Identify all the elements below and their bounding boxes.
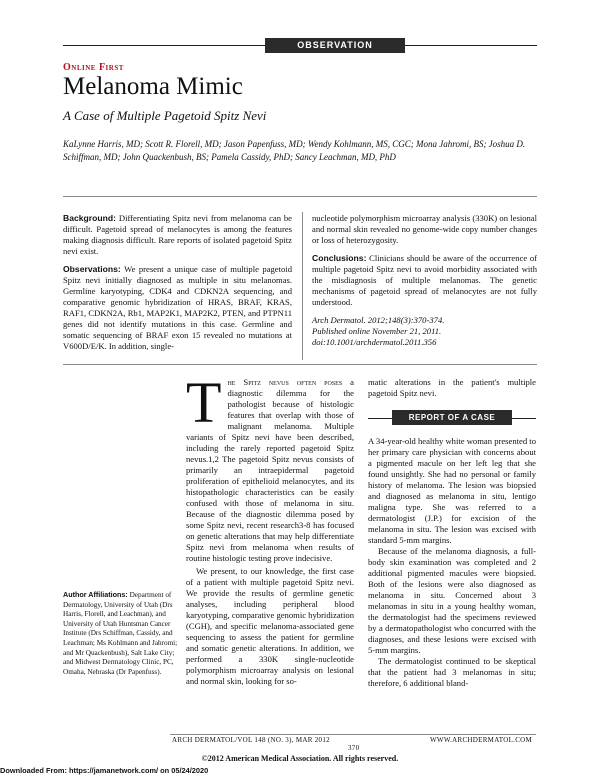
report-paragraph-1: A 34-year-old healthy white woman presented to her primary care physician with concerns about a pigmented macule on her left leg that she found unsightly. She had no personal or family history of melanoma. The lesion was biopsied and diagnosed as melanoma in situ, lentigo maligna type. She was referred to a dermatologist (J.P.) for excision of the melanoma in situ. The lesion was excised with standard 5-mm margins. bbox=[368, 436, 536, 545]
abstract-left-column bbox=[63, 213, 292, 359]
abstract-bottom-rule bbox=[63, 364, 537, 365]
citation-block bbox=[312, 315, 537, 348]
author-list: KaLynne Harris, MD; Scott R. Florell, MD; Jason Papenfuss, MD; Wendy Kohlmann, MS, CGC; Mona Jahromi, BS; Joshua D. Schiffman, MD; John Quackenbush, BS; Pamela Cassidy, PhD; Sancy Leachman, MD, PhD bbox=[63, 139, 526, 162]
author-affiliations: Author Affiliations: Department of Dermatology, University of Utah (Drs Harris, Florell, and Leachman), and University of Utah Huntsman Cancer Institute (Drs Schiffman, Cassidy, and Leachman; Ms Kohlmann and Jahromi; and Mr Quackenbush), Salt Lake City; and Midwest Dermatology Clinic, PC, Omaha, Nebraska (Dr Papenfuss). bbox=[63, 590, 178, 676]
published-date: Published online November 21, 2011. bbox=[312, 326, 442, 336]
drop-cap: T bbox=[186, 370, 222, 435]
report-heading: REPORT OF A CASE bbox=[392, 410, 512, 425]
column-divider bbox=[302, 212, 303, 360]
abstract-right-column bbox=[312, 213, 537, 348]
footer-journal: ARCH DERMATOL/VOL 148 (NO. 3), MAR 2012 bbox=[172, 736, 330, 744]
body-right-column-top bbox=[368, 377, 536, 399]
intro-continued: matic alterations in the patient's multiple pagetoid Spitz nevi. bbox=[368, 377, 536, 398]
page-number: 370 bbox=[348, 744, 360, 752]
download-notice: Downloaded From: https://jamanetwork.com/ on 05/24/2020 bbox=[0, 766, 209, 775]
body-middle-column bbox=[186, 370, 355, 687]
footer-url: WWW.ARCHDERMATOL.COM bbox=[430, 736, 533, 744]
copyright: ©2012 American Medical Association. All rights reserved. bbox=[201, 754, 399, 763]
body-right-column bbox=[368, 436, 536, 689]
abstract-conclusions: Conclusions: Clinicians should be aware of the occurrence of multiple pagetoid Spitz nevi to avoid morbidity associated with the misdiagnosis of multiple melanomas. The genetic mechanisms of pagetoid spread of melanocytes are not fully understood. bbox=[312, 253, 537, 307]
report-paragraph-2: Because of the melanoma diagnosis, a full-body skin examination was completed and 2 additional pigmented macules were biopsied. Both of the lesions were also diagnosed as melanoma in situ. Concerned about 3 melanomas in situ in a young healthy woman, the dermatologist had the specimens reviewed by a dermatopathologist who concurred with the diagnoses, and these lesions were excised with 5-mm margins. bbox=[368, 546, 536, 655]
footer-rule bbox=[170, 734, 536, 735]
report-paragraph-3: The dermatologist continued to be skeptical that the patient had 3 melanomas in situ; therefore, 6 additional bland- bbox=[368, 656, 536, 688]
citation: Arch Dermatol. 2012;148(3):370-374. bbox=[312, 315, 445, 325]
abstract-top-rule bbox=[63, 196, 537, 197]
abstract-background: Background: Differentiating Spitz nevi from melanoma can be difficult. Pagetoid spread of melanocytes is among the features making diagnosis difficult. Rare reports of isolated pagetoid Spitz nevi exist. bbox=[63, 213, 292, 256]
doi: doi:10.1001/archdermatol.2011.356 bbox=[312, 337, 437, 347]
intro-paragraph-2: We present, to our knowledge, the first case of a patient with multiple pagetoid Spitz nevi. We provide the results of germline genetic analyses, including peripheral blood karyotyping, comparative genomic hybridization (CGH), and specific melanoma-associated gene sequencing to assess the patient for germline and somatic genetic alterations. In addition, we performed a 330K single-nucleotide polymorphism microarray analysis on lesional and normal skin, looking for so- bbox=[186, 566, 355, 686]
abstract-continued: nucleotide polymorphism microarray analysis (330K) on lesional and normal skin revealed no genome-wide copy number changes or loss of heterozygosity. bbox=[312, 213, 537, 245]
online-first-label: Online First bbox=[63, 62, 124, 73]
abstract-observations: Observations: We present a unique case of multiple pagetoid Spitz nevi initially diagnosed as multiple in situ melanomas. Germline karyotyping, CDK4 and CDKN2A sequencing, and comparative genomic hybridization of HRAS, BRAF, KRAS, RAF1, CDKN2A, Rb1, MAP2K1, MAP2K2, PTEN, and PTPN11 genes did not identify mutations in this case. Germline and somatic sequencing of BRAF exon 15 revealed no mutations at V600D/E/K. In addition, single- bbox=[63, 264, 292, 351]
article-subtitle: A Case of Multiple Pagetoid Spitz Nevi bbox=[63, 108, 267, 123]
article-title: Melanoma Mimic bbox=[63, 73, 243, 100]
intro-paragraph: The Spitz nevus often poses a diagnostic dilemma for the pathologist because of histologic features that overlap with those of malignant melanoma. Multiple variants of Spitz nevi have been described, including the rarely reported pagetoid Spitz nevus.1,2 The pagetoid Spitz nevus consists of primarily an intraepidermal pagetoid proliferation of epithelioid melanocytes, and its histopathologic characteristics can be easily confused with those of melanoma in situ. Because of the diagnostic dilemma posed by some Spitz nevi, recent research3-8 has focused on genetic alterations that may help differentiate Spitz nevi from melanoma when results of routine histologic testing prove indecisive. bbox=[186, 370, 354, 563]
section-label: OBSERVATION bbox=[265, 38, 405, 53]
